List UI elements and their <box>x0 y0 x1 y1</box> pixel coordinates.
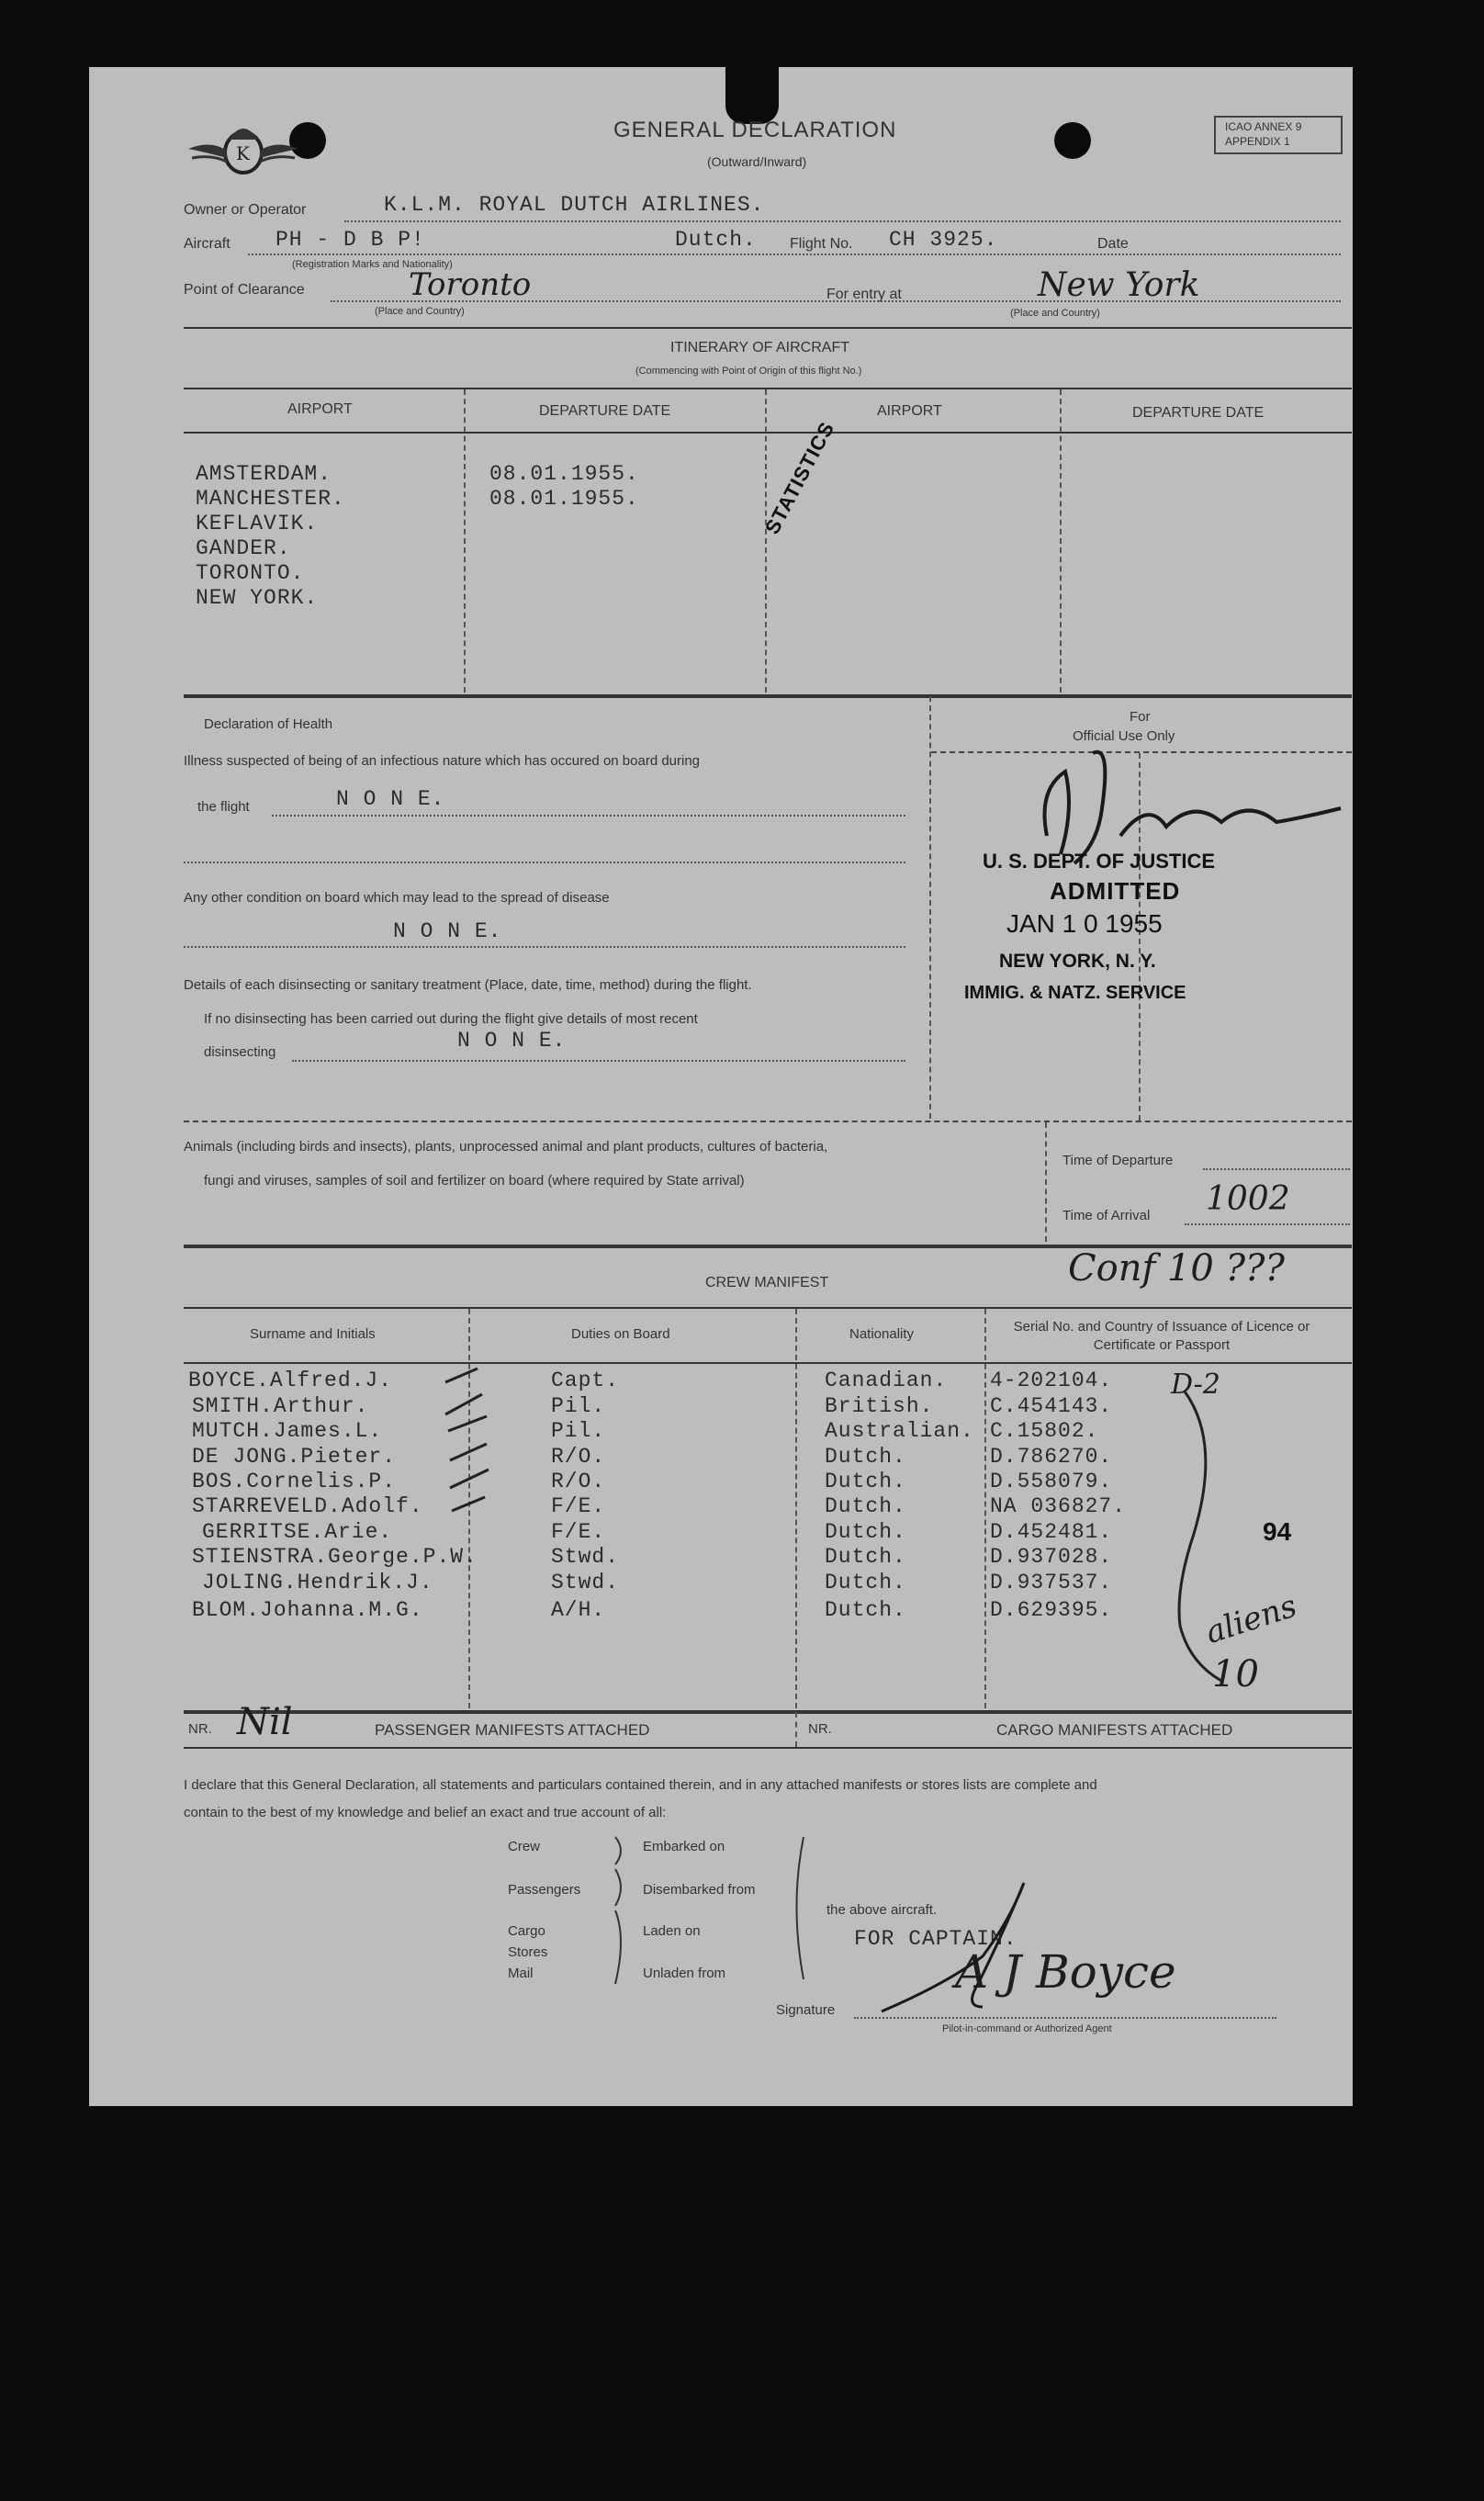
margin-bracket-icon <box>1157 1387 1231 1699</box>
statistics-stamp: STATISTICS <box>760 417 839 538</box>
flight-label: Flight No. <box>790 236 853 252</box>
torn-notch <box>725 55 779 124</box>
aircraft-note: (Registration Marks and Nationality) <box>292 259 453 270</box>
official-label-1: For <box>1130 709 1151 725</box>
crew-nationality: Dutch. <box>825 1470 906 1493</box>
decl-above-aircraft: the above aircraft. <box>826 1902 938 1918</box>
disinsect-label-2: If no disinsecting has been carried out during the flight give details of most recent <box>204 1011 698 1027</box>
itinerary-title: ITINERARY OF AIRCRAFT <box>670 340 849 355</box>
cargo-nr-label: NR. <box>808 1721 832 1737</box>
passenger-nr-label: NR. <box>188 1721 212 1737</box>
crew-nationality: Dutch. <box>825 1545 906 1569</box>
signature-value: A J Boyce <box>955 1945 1176 1999</box>
decl-embarked: Embarked on <box>643 1839 725 1854</box>
margin-note-d2: D-2 <box>1171 1369 1220 1401</box>
other-condition-label: Any other condition on board which may lead to the spread of disease <box>184 890 610 906</box>
itinerary-airport: KEFLAVIK. <box>196 512 319 535</box>
crew-nationality: Australian. <box>825 1419 974 1443</box>
clearance-value: Toronto <box>409 266 532 303</box>
crew-name: BOS.Cornelis.P. <box>192 1470 397 1493</box>
crew-header-serial: Serial No. and Country of Issuance of Licence or Certificate or Passport <box>1013 1319 1310 1353</box>
crew-duty: Pil. <box>551 1394 606 1418</box>
for-captain: FOR CAPTAIN. <box>854 1927 1017 1951</box>
official-label-2: Official Use Only <box>1073 728 1175 744</box>
crew-nationality: British. <box>825 1394 934 1418</box>
decl-passengers: Passengers <box>508 1882 581 1898</box>
crew-nationality: Dutch. <box>825 1598 906 1622</box>
immigration-stamp-line4: NEW YORK, N. Y. <box>999 951 1156 972</box>
flight-value: CH 3925. <box>889 228 998 252</box>
crew-duty: R/O. <box>551 1445 606 1469</box>
disinsect-value: N O N E. <box>457 1029 567 1053</box>
crew-nationality: Dutch. <box>825 1445 906 1469</box>
departure-time-label: Time of Departure <box>1062 1153 1174 1168</box>
crew-nationality: Canadian. <box>825 1369 948 1392</box>
crew-duty: A/H. <box>551 1598 606 1622</box>
itinerary-date: 08.01.1955. <box>489 462 639 486</box>
crew-serial: C.15802. <box>990 1419 1099 1443</box>
icao-annex-box <box>1214 116 1343 154</box>
clearance-note: (Place and Country) <box>375 306 465 317</box>
crew-serial: D.629395. <box>990 1598 1113 1622</box>
crew-serial: NA 036827. <box>990 1494 1127 1518</box>
itinerary-airport: NEW YORK. <box>196 586 319 610</box>
decl-stores: Stores <box>508 1944 548 1960</box>
crew-duty: F/E. <box>551 1494 606 1518</box>
itinerary-airport: AMSTERDAM. <box>196 462 332 486</box>
form-subtitle: (Outward/Inward) <box>707 154 807 169</box>
crew-annotation: Conf 10 ??? <box>1068 1247 1285 1290</box>
immigration-stamp-line1: U. S. DEPT. OF JUSTICE <box>983 850 1216 873</box>
other-condition-value: N O N E. <box>393 919 502 943</box>
crew-serial: 4-202104. <box>990 1369 1113 1392</box>
crew-name: STARREVELD.Adolf. <box>192 1494 423 1518</box>
illness-value: N O N E. <box>336 787 445 811</box>
crew-duty: Stwd. <box>551 1571 620 1594</box>
margin-note-94: 94 <box>1263 1517 1292 1546</box>
entry-note: (Place and Country) <box>1010 308 1100 319</box>
decl-disembarked: Disembarked from <box>643 1882 756 1898</box>
declaration-text-2: contain to the best of my knowledge and belief an exact and true account of all: <box>184 1805 667 1820</box>
crew-name: STIENSTRA.George.P.W. <box>192 1545 478 1569</box>
entry-value: New York <box>1038 266 1200 304</box>
disinsect-label: Details of each disinsecting or sanitary treatment (Place, date, time, method) during the flight. <box>184 977 752 993</box>
arrival-time-label: Time of Arrival <box>1062 1208 1151 1223</box>
animals-text-1: Animals (including birds and insects), plants, unprocessed animal and plant products, cultures of bacteria, <box>184 1139 828 1155</box>
immigration-stamp-line3: JAN 1 0 1955 <box>1006 909 1163 938</box>
crew-duty: Pil. <box>551 1419 606 1443</box>
aircraft-label: Aircraft <box>184 236 230 252</box>
owner-value: K.L.M. ROYAL DUTCH AIRLINES. <box>384 193 765 217</box>
crew-serial: D.937537. <box>990 1571 1113 1594</box>
crew-serial: C.454143. <box>990 1394 1113 1418</box>
crew-serial: D.558079. <box>990 1470 1113 1493</box>
crew-name: SMITH.Arthur. <box>192 1394 369 1418</box>
nationality-value: Dutch. <box>675 228 757 252</box>
crew-name: MUTCH.James.L. <box>192 1419 383 1443</box>
immigration-stamp-line2: ADMITTED <box>1050 877 1181 905</box>
check-marks-icon <box>441 1359 523 1626</box>
entry-label: For entry at <box>826 287 902 302</box>
margin-note-10: 10 <box>1212 1653 1259 1695</box>
animals-text-2: fungi and viruses, samples of soil and fertilizer on board (where required by State arrival) <box>204 1173 745 1189</box>
decl-crew: Crew <box>508 1839 541 1854</box>
crew-header-duties: Duties on Board <box>571 1326 670 1342</box>
signature-stroke-icon <box>863 1874 1074 2021</box>
crew-header-nationality: Nationality <box>849 1326 915 1342</box>
crew-manifest-title: CREW MANIFEST <box>705 1275 829 1290</box>
health-title: Declaration of Health <box>204 716 333 732</box>
crew-name: DE JONG.Pieter. <box>192 1445 397 1469</box>
crew-duty: R/O. <box>551 1470 606 1493</box>
itinerary-airport: MANCHESTER. <box>196 487 345 511</box>
decl-mail: Mail <box>508 1966 534 1981</box>
itinerary-date: 08.01.1955. <box>489 487 639 511</box>
crew-name: BLOM.Johanna.M.G. <box>192 1598 423 1622</box>
disinsect-label-3: disinsecting <box>204 1044 276 1060</box>
annex-line1: ICAO ANNEX 9 <box>1225 120 1302 133</box>
passenger-nr-value: Nil <box>237 1701 293 1743</box>
cargo-manifest-label: CARGO MANIFESTS ATTACHED <box>996 1721 1233 1739</box>
crew-header-surname: Surname and Initials <box>250 1326 376 1342</box>
itinerary-header-date-2: DEPARTURE DATE <box>1132 405 1265 421</box>
crew-name: GERRITSE.Arie. <box>202 1520 393 1544</box>
aircraft-value: PH - D B P! <box>275 228 425 252</box>
signature-label: Signature <box>776 2002 836 2018</box>
crew-name: JOLING.Hendrik.J. <box>202 1571 433 1594</box>
form-title: GENERAL DECLARATION <box>613 118 897 142</box>
itinerary-note: (Commencing with Point of Origin of this flight No.) <box>635 366 862 377</box>
crew-duty: Stwd. <box>551 1545 620 1569</box>
illness-label: Illness suspected of being of an infectious nature which has occured on board during <box>184 753 701 769</box>
declaration-text-1: I declare that this General Declaration, all statements and particulars contained therein, and in any attached manifests or stores lists are complete and <box>184 1777 1097 1793</box>
crew-name: BOYCE.Alfred.J. <box>188 1369 393 1392</box>
passenger-manifest-label: PASSENGER MANIFESTS ATTACHED <box>375 1721 650 1739</box>
margin-note-aliens: aliens <box>1201 1587 1301 1652</box>
crew-nationality: Dutch. <box>825 1571 906 1594</box>
crew-serial: D.786270. <box>990 1445 1113 1469</box>
owner-label: Owner or Operator <box>184 202 307 218</box>
svg-text:K: K <box>236 142 250 164</box>
immigration-stamp-line5: IMMIG. & NATZ. SERVICE <box>964 983 1186 1003</box>
crew-serial: D.452481. <box>990 1520 1113 1544</box>
flight-health-label: the flight <box>197 799 250 815</box>
clearance-label: Point of Clearance <box>184 282 305 298</box>
annex-line2: APPENDIX 1 <box>1225 135 1290 148</box>
crew-duty: F/E. <box>551 1520 606 1544</box>
punch-hole-right <box>1054 122 1091 159</box>
crew-serial: D.937028. <box>990 1545 1113 1569</box>
itinerary-airport: TORONTO. <box>196 561 305 585</box>
arrival-time-value: 1002 <box>1206 1180 1290 1218</box>
klm-logo-icon <box>188 112 298 186</box>
itinerary-header-date-1: DEPARTURE DATE <box>539 403 671 419</box>
decl-unladen: Unladen from <box>643 1966 726 1981</box>
crew-nationality: Dutch. <box>825 1494 906 1518</box>
signature-note: Pilot-in-command or Authorized Agent <box>942 2023 1112 2034</box>
itinerary-header-airport-1: AIRPORT <box>287 401 353 417</box>
decl-laden: Laden on <box>643 1923 701 1939</box>
date-label: Date <box>1097 236 1129 252</box>
itinerary-airport: GANDER. <box>196 536 291 560</box>
itinerary-header-airport-2: AIRPORT <box>877 403 942 419</box>
crew-nationality: Dutch. <box>825 1520 906 1544</box>
decl-cargo: Cargo <box>508 1923 545 1939</box>
crew-duty: Capt. <box>551 1369 620 1392</box>
